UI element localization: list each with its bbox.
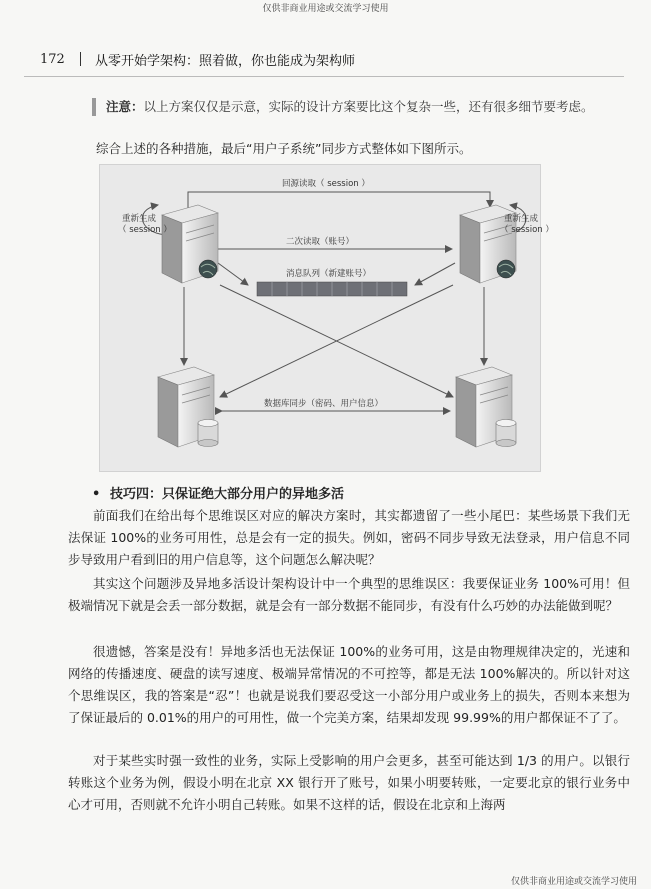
top-arrow-label: 回源读取（ session ） <box>282 179 370 189</box>
paragraph-3: 很遗憾，答案是没有！异地多活也无法保证 100%的业务可用，这是由物理规律决定的，光速和网络的传播速度、硬盘的读写速度、极端异常情况的不可控等，都是无法 100%解决的。所以针对这个思维误区，我的答案是“忍”！也就是说我们要忍受这一小部分用户或业务上的损失，否则本来想为了保证最后的 0.01%的用户的可用性，做一个完美方案，结果却发现 99.99%的用户都保证不了了。 <box>68 644 630 725</box>
note-label: 注意： <box>106 99 144 114</box>
queue-label: 消息队列（新建账号） <box>286 269 372 279</box>
paragraph-2: 其实这个问题涉及异地多活设计架构设计中一个典型的思维误区：我要保证业务 100%可用！但极端情况下就是会丢一部分数据，就是会有一部分数据不能同步，有没有什么巧妙的办法能做到呢？ <box>68 576 630 613</box>
queue-in-left-arrow <box>218 263 248 285</box>
left-db-server-icon <box>158 367 218 447</box>
regen-left-line1: 重新生成 <box>122 214 157 224</box>
note-text: 以上方案仅仅是示意，实际的设计方案要比这个复杂一些，还有很多细节要考虑。 <box>143 99 594 114</box>
book-title: 从零开始学架构：照着做，你也能成为架构师 <box>95 53 356 69</box>
diagram-graphics <box>100 165 540 471</box>
paragraph-4: 对于某些实时强一致性的业务，实际上受影响的用户会更多，甚至可能达到 1/3 的用户。以银行转账这个业务为例，假设小明在北京 XX 银行开了账号，如果小明要转账，一定要北京的银行业务中心才可用，否则就不允许小明自己转账。如果不这样的话，假设在北京和上海两 <box>68 753 630 812</box>
page-number: 172 <box>40 51 65 67</box>
section-heading <box>92 483 344 502</box>
right-db-server-icon <box>456 367 516 447</box>
bullet-icon: • <box>92 487 101 502</box>
queue-in-right-arrow <box>415 263 455 285</box>
db-sync-label: 数据库同步（密码、用户信息） <box>264 399 384 409</box>
top-arrow <box>188 192 490 213</box>
section-title: 技巧四：只保证绝大部分用户的异地多活 <box>110 487 345 502</box>
sync-diagram <box>99 164 554 472</box>
paragraph-1: 前面我们在给出每个思维误区对应的解决方案时，其实都遗留了一些小尾巴：某些场景下我们无法保证 100%的业务可用性，总是会有一定的损失。例如，密码不同步导致无法登录，用户信息不同步导致用户看到旧的用户信息等，这个问题怎么解决呢？ <box>68 508 630 567</box>
second-read-label: 二次读取（账号） <box>286 237 355 247</box>
regen-right-line1: 重新生成 <box>504 214 539 224</box>
note-box <box>92 98 646 116</box>
watermark-top: 仅供非商业用途或交流学习使用 <box>262 4 389 14</box>
header-rule <box>24 76 624 77</box>
regen-right-line2: （ session ） <box>500 225 554 235</box>
header-divider <box>80 52 81 66</box>
watermark-bottom: 仅供非商业用途或交流学习使用 <box>510 877 637 887</box>
intro-text: 综合上述的各种措施，最后“用户子系统”同步方式整体如下图所示。 <box>96 141 472 156</box>
left-app-server-icon <box>162 205 218 283</box>
regen-left-line2: （ session ） <box>118 225 172 235</box>
message-queue <box>257 282 407 296</box>
page-header <box>40 48 620 70</box>
